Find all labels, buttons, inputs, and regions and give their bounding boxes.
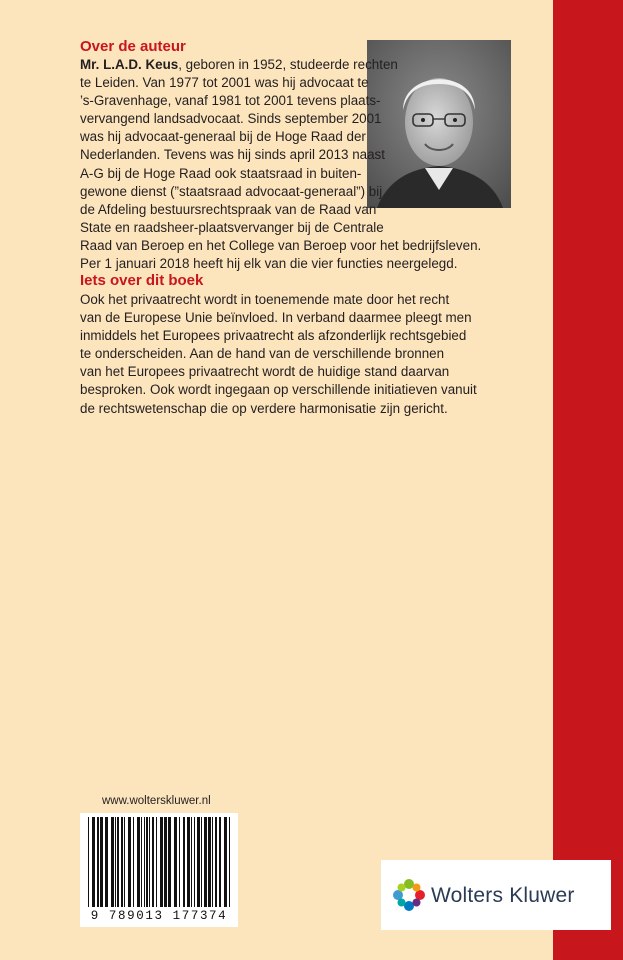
barcode-bar [105, 817, 108, 907]
barcode-bar [121, 817, 123, 907]
barcode-bar [179, 817, 180, 907]
barcode-bar [212, 817, 213, 907]
author-line: Raad van Beroep en het College van Beroep voor het bedrijfsleven. [80, 237, 482, 253]
barcode-bar [124, 817, 125, 907]
barcode-bar [174, 817, 177, 907]
barcode-bar [168, 817, 171, 907]
book-paragraph [80, 291, 477, 418]
barcode-bar [201, 817, 202, 907]
wolters-kluwer-logo-icon [391, 877, 427, 913]
author-line: gewone dienst (”staatsraad advocaat-generaal”) bij [80, 183, 383, 199]
barcode-bar [141, 817, 142, 907]
barcode-bar [191, 817, 192, 907]
barcode-bar [100, 817, 103, 907]
author-heading: Over de auteur [80, 38, 186, 55]
barcode-bar [164, 817, 167, 907]
barcode-bar [128, 817, 131, 907]
author-line: State en raadsheer-plaatsvervanger bij de Centrale [80, 219, 384, 235]
barcode-bar [111, 817, 114, 907]
barcode-bar [97, 817, 99, 907]
barcode-bar [187, 817, 190, 907]
barcode-bar [224, 817, 227, 907]
barcode-bar [152, 817, 154, 907]
book-line: van het Europees privaatrecht wordt de huidige stand daarvan [80, 364, 450, 380]
barcode-bar [149, 817, 150, 907]
barcode-bar [117, 817, 119, 907]
book-line: inmiddels het Europees privaatrecht als afzonderlijk rechtsgebied [80, 328, 467, 344]
book-line: besproken. Ook wordt ingegaan op verschillende initiatieven vanuit [80, 382, 477, 398]
barcode-bar [183, 817, 185, 907]
barcode-bar [160, 817, 163, 907]
author-line: Per 1 januari 2018 heeft hij elk van die vier functies neergelegd. [80, 256, 458, 272]
barcode-bar [133, 817, 134, 907]
barcode-bar [115, 817, 116, 907]
author-line: Nederlanden. Tevens was hij sinds april 2013 naast [80, 147, 385, 163]
book-line: te onderscheiden. Aan de hand van de verschillende bronnen [80, 346, 445, 362]
author-line: A-G bij de Hoge Raad ook staatsraad in buiten- [80, 165, 362, 181]
barcode-number: 9 789013 177374 [90, 909, 228, 923]
barcode-bar [92, 817, 95, 907]
author-name: Mr. L.A.D. Keus [80, 57, 179, 72]
barcode-bar [88, 817, 89, 907]
publisher-logo [381, 860, 611, 930]
book-line: Ook het privaatrecht wordt in toenemende mate door het recht [80, 292, 450, 307]
author-line: ’s-Gravenhage, vanaf 1981 tot 2001 tevens plaats- [80, 93, 381, 109]
book-line: van de Europese Unie beïnvloed. In verband daarmee pleegt men [80, 310, 472, 326]
website-link[interactable]: www.wolterskluwer.nl [102, 795, 211, 807]
barcode-bar [204, 817, 207, 907]
author-line: de Afdeling bestuursrechtspraak van de Raad van [80, 201, 377, 217]
barcode-bar [156, 817, 157, 907]
spine-red-band [553, 0, 623, 960]
book-heading: Iets over dit boek [80, 272, 204, 289]
book-line: de rechtswetenschap die op verdere harmonisatie zijn gericht. [80, 400, 448, 416]
barcode-bar [146, 817, 148, 907]
author-line: te Leiden. Van 1977 tot 2001 was hij advocaat te [80, 75, 369, 91]
barcode-bar [219, 817, 221, 907]
barcode-bars [80, 813, 238, 909]
publisher-name: Wolters Kluwer [431, 884, 575, 907]
barcode-bar [194, 817, 195, 907]
barcode-bar [144, 817, 145, 907]
author-paragraph [80, 56, 481, 273]
author-line: vervangend landsadvocaat. Sinds september 2001 [80, 111, 382, 127]
barcode-bar [137, 817, 140, 907]
barcode-bar [208, 817, 211, 907]
barcode-bar [215, 817, 217, 907]
author-line: was hij advocaat-generaal bij de Hoge Raad der [80, 129, 366, 145]
barcode-bar [197, 817, 200, 907]
author-line: , geboren in 1952, studeerde rechten [178, 57, 398, 72]
barcode-bar [229, 817, 230, 907]
isbn-barcode [80, 813, 238, 927]
